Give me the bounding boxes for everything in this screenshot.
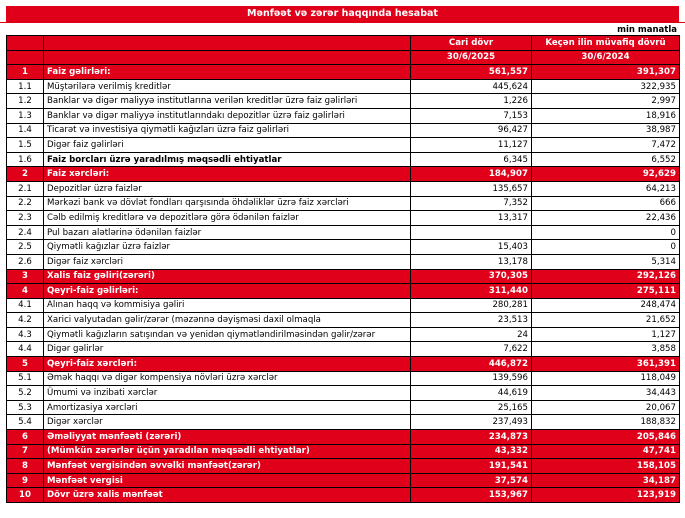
title-divider	[0, 22, 685, 23]
row-description: Əmək haqqı və digər kompensiya növləri üzrə xərclər	[44, 371, 411, 386]
row-description: Ümumi və inzibati xərclər	[44, 386, 411, 401]
row-description: Müştərilərə verilmiş kreditlər	[44, 79, 411, 94]
row-number: 1	[7, 65, 44, 80]
row-number: 2.5	[7, 240, 44, 255]
header-blank-desc	[44, 36, 411, 51]
table-row	[7, 240, 680, 255]
row-previous-value: 0	[532, 240, 680, 255]
table-row	[7, 327, 680, 342]
row-previous-value: 248,474	[532, 298, 680, 313]
row-previous-value: 34,187	[532, 473, 680, 488]
table-row	[7, 152, 680, 167]
row-number: 7	[7, 444, 44, 459]
table-row	[7, 79, 680, 94]
row-current-value: 44,619	[411, 386, 532, 401]
row-description: Faiz gəlirləri:	[44, 65, 411, 80]
row-previous-value: 188,832	[532, 415, 680, 430]
header-current-period: Cari dövr	[411, 36, 532, 51]
unit-label: min manatla	[617, 25, 677, 35]
row-description: Mərkəzi bank və dövlət fondları qarşısında öhdəliklər üzrə faiz xərcləri	[44, 196, 411, 211]
row-number: 1.6	[7, 152, 44, 167]
row-description: Qiymətli kağızların satışından və yenidən qiymətləndirilməsindən gəlir/zərər	[44, 327, 411, 342]
header-blank-no	[7, 36, 44, 51]
row-description: Qiymətli kağızlar üzrə faizlər	[44, 240, 411, 255]
row-previous-value: 6,552	[532, 152, 680, 167]
row-current-value: 15,403	[411, 240, 532, 255]
header-blank-desc	[44, 50, 411, 65]
row-number: 4.1	[7, 298, 44, 313]
row-current-value: 43,332	[411, 444, 532, 459]
row-current-value: 135,657	[411, 181, 532, 196]
row-number: 4	[7, 284, 44, 299]
row-description: Pul bazarı alətlərinə ödənilən faizlər	[44, 225, 411, 240]
row-current-value: 445,624	[411, 79, 532, 94]
row-current-value: 23,513	[411, 313, 532, 328]
header-previous-date: 30/6/2024	[532, 50, 680, 65]
row-previous-value: 64,213	[532, 181, 680, 196]
table-row	[7, 400, 680, 415]
table-row	[7, 298, 680, 313]
row-current-value: 446,872	[411, 357, 532, 372]
row-previous-value: 118,049	[532, 371, 680, 386]
table-row	[7, 371, 680, 386]
row-current-value: 7,622	[411, 342, 532, 357]
row-previous-value: 7,472	[532, 138, 680, 153]
row-description: Banklar və digər maliyyə institutlarına verilən kreditlər üzrə faiz gəlirləri	[44, 94, 411, 109]
row-current-value: 13,178	[411, 254, 532, 269]
row-description: Digər gəlirlər	[44, 342, 411, 357]
header-current-date: 30/6/2025	[411, 50, 532, 65]
row-current-value: 234,873	[411, 430, 532, 445]
row-description: Ticarət və investisiya qiymətli kağızları üzrə faiz gəlirləri	[44, 123, 411, 138]
table-row	[7, 313, 680, 328]
row-previous-value: 361,391	[532, 357, 680, 372]
header-row-labels	[7, 36, 680, 51]
row-previous-value: 22,436	[532, 211, 680, 226]
row-number: 9	[7, 473, 44, 488]
table-row	[7, 473, 680, 488]
row-number: 6	[7, 430, 44, 445]
row-previous-value: 18,916	[532, 108, 680, 123]
row-current-value: 13,317	[411, 211, 532, 226]
row-number: 10	[7, 488, 44, 503]
row-previous-value: 3,858	[532, 342, 680, 357]
row-current-value: 11,127	[411, 138, 532, 153]
row-current-value	[411, 225, 532, 240]
row-current-value: 6,345	[411, 152, 532, 167]
row-current-value: 237,493	[411, 415, 532, 430]
row-previous-value: 275,111	[532, 284, 680, 299]
row-previous-value: 123,919	[532, 488, 680, 503]
row-current-value: 280,281	[411, 298, 532, 313]
row-description: Mənfəət vergisi	[44, 473, 411, 488]
row-current-value: 191,541	[411, 459, 532, 474]
row-number: 4.3	[7, 327, 44, 342]
row-description: Dövr üzrə xalis mənfəət	[44, 488, 411, 503]
row-previous-value: 2,997	[532, 94, 680, 109]
row-number: 2.6	[7, 254, 44, 269]
row-current-value: 96,427	[411, 123, 532, 138]
table-row	[7, 357, 680, 372]
row-current-value: 25,165	[411, 400, 532, 415]
table-row	[7, 94, 680, 109]
table-row	[7, 386, 680, 401]
row-current-value: 311,440	[411, 284, 532, 299]
row-current-value: 370,305	[411, 269, 532, 284]
report-title: Mənfəət və zərər haqqında hesabat	[6, 6, 679, 22]
row-current-value: 1,226	[411, 94, 532, 109]
row-previous-value: 666	[532, 196, 680, 211]
row-number: 1.5	[7, 138, 44, 153]
row-description: Digər faiz xərcləri	[44, 254, 411, 269]
row-number: 2.1	[7, 181, 44, 196]
row-number: 2.4	[7, 225, 44, 240]
row-previous-value: 292,126	[532, 269, 680, 284]
table-row	[7, 284, 680, 299]
row-current-value: 139,596	[411, 371, 532, 386]
row-current-value: 153,967	[411, 488, 532, 503]
row-number: 3	[7, 269, 44, 284]
row-number: 5.1	[7, 371, 44, 386]
row-previous-value: 34,443	[532, 386, 680, 401]
row-current-value: 37,574	[411, 473, 532, 488]
row-previous-value: 1,127	[532, 327, 680, 342]
row-description: Faiz borcları üzrə yaradılmış məqsədli ehtiyatlar	[44, 152, 411, 167]
row-number: 2.3	[7, 211, 44, 226]
row-number: 1.3	[7, 108, 44, 123]
table-row	[7, 225, 680, 240]
header-previous-period: Keçən ilin müvafiq dövrü	[532, 36, 680, 51]
table-row	[7, 181, 680, 196]
row-previous-value: 158,105	[532, 459, 680, 474]
header-blank-no	[7, 50, 44, 65]
row-current-value: 184,907	[411, 167, 532, 182]
row-number: 5.4	[7, 415, 44, 430]
row-description: Digər xərclər	[44, 415, 411, 430]
row-description: Banklar və digər maliyyə institutlarındakı depozitlər üzrə faiz gəlirləri	[44, 108, 411, 123]
row-number: 8	[7, 459, 44, 474]
row-number: 1.1	[7, 79, 44, 94]
row-description: Əməliyyat mənfəəti (zərəri)	[44, 430, 411, 445]
row-description: Digər faiz gəlirləri	[44, 138, 411, 153]
table-row	[7, 342, 680, 357]
row-description: Qeyri-faiz gəlirləri:	[44, 284, 411, 299]
row-previous-value: 391,307	[532, 65, 680, 80]
row-description: Faiz xərcləri:	[44, 167, 411, 182]
row-previous-value: 5,314	[532, 254, 680, 269]
table-row	[7, 123, 680, 138]
row-current-value: 7,352	[411, 196, 532, 211]
row-number: 4.2	[7, 313, 44, 328]
table-row	[7, 254, 680, 269]
table-row	[7, 415, 680, 430]
row-current-value: 561,557	[411, 65, 532, 80]
row-description: (Mümkün zərərlər üçün yaradılan məqsədli ehtiyatlar)	[44, 444, 411, 459]
row-previous-value: 20,067	[532, 400, 680, 415]
table-row	[7, 488, 680, 503]
row-number: 4.4	[7, 342, 44, 357]
table-row	[7, 444, 680, 459]
row-description: Amortizasiya xərcləri	[44, 400, 411, 415]
row-number: 1.2	[7, 94, 44, 109]
row-number: 5.3	[7, 400, 44, 415]
row-description: Alınan haqq və kommisiya gəliri	[44, 298, 411, 313]
row-previous-value: 38,987	[532, 123, 680, 138]
row-number: 2	[7, 167, 44, 182]
row-previous-value: 322,935	[532, 79, 680, 94]
row-current-value: 24	[411, 327, 532, 342]
header-row-dates	[7, 50, 680, 65]
row-previous-value: 205,846	[532, 430, 680, 445]
row-number: 2.2	[7, 196, 44, 211]
income-statement-table	[6, 35, 680, 503]
row-description: Xalis faiz gəliri(zərəri)	[44, 269, 411, 284]
row-current-value: 7,153	[411, 108, 532, 123]
row-previous-value: 92,629	[532, 167, 680, 182]
table-row	[7, 269, 680, 284]
row-description: Cəlb edilmiş kreditlərə və depozitlərə görə ödənilən faizlər	[44, 211, 411, 226]
table-row	[7, 167, 680, 182]
table-row	[7, 430, 680, 445]
table-row	[7, 108, 680, 123]
table-row	[7, 65, 680, 80]
row-description: Depozitlər üzrə faizlər	[44, 181, 411, 196]
row-description: Mənfəət vergisindən əvvəlki mənfəət(zərər)	[44, 459, 411, 474]
row-description: Xarici valyutadan gəlir/zərər (məzənnə dəyişməsi daxil olmaqla	[44, 313, 411, 328]
table-row	[7, 138, 680, 153]
row-previous-value: 21,652	[532, 313, 680, 328]
table-row	[7, 196, 680, 211]
row-number: 1.4	[7, 123, 44, 138]
table-row	[7, 459, 680, 474]
row-description: Qeyri-faiz xərcləri:	[44, 357, 411, 372]
row-number: 5.2	[7, 386, 44, 401]
table-row	[7, 211, 680, 226]
row-previous-value: 0	[532, 225, 680, 240]
row-number: 5	[7, 357, 44, 372]
row-previous-value: 47,741	[532, 444, 680, 459]
